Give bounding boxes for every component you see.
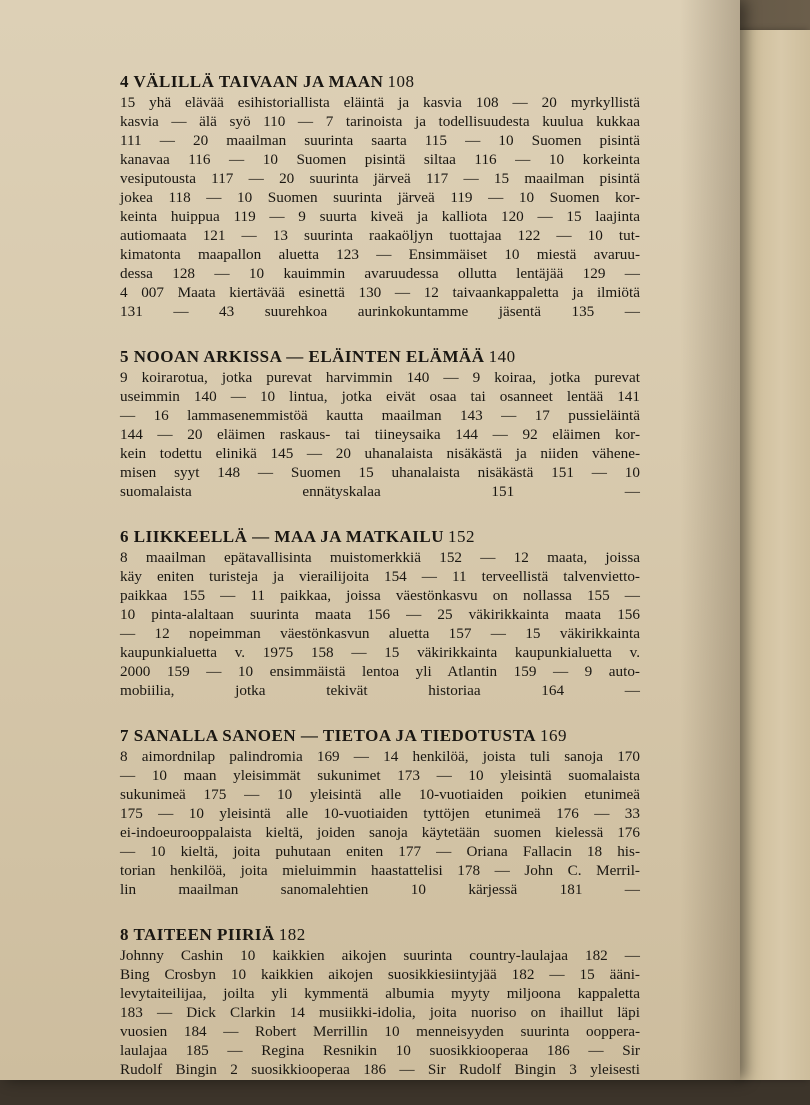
contents-line: 4 007 Maata kiertävää esinettä 130 — 12 taivaankappaletta ja ilmiötä bbox=[120, 284, 640, 301]
contents-line: keinta huippua 119 — 9 suurta kiveä ja kalliota 120 — 15 laajinta bbox=[120, 208, 640, 225]
chapter-number: 7 bbox=[120, 726, 129, 745]
contents-line: — 10 maan yleisimmät sukunimet 173 — 10 yleisintä suomalaista bbox=[120, 767, 640, 784]
chapter-section bbox=[120, 527, 640, 700]
chapter-title: VÄLILLÄ TAIVAAN JA MAAN bbox=[133, 72, 384, 91]
contents-line: laulajaa 185 — Regina Resnikin 10 suosikkiooperaa 186 — Sir bbox=[120, 1042, 640, 1059]
contents-line: kanavaa 116 — 10 Suomen pisintä siltaa 116 — 10 korkeinta bbox=[120, 151, 640, 168]
contents-line: 8 aimordnilap palindromia 169 — 14 henkilöä, joista tuli sanoja 170 bbox=[120, 748, 640, 765]
chapter-heading bbox=[120, 72, 640, 92]
contents-line: kein todettu elinikä 145 — 20 uhanalaista nisäkästä ja niiden vähene- bbox=[120, 445, 640, 462]
contents-line: ei-indoeurooppalaista kieltä, joiden sanoja käytetään suomen kielessä 176 bbox=[120, 824, 640, 841]
contents-line: torian henkilöä, joita mieluimmin haastattelisi 178 — John C. Merril- bbox=[120, 862, 640, 879]
table-of-contents bbox=[120, 72, 640, 1105]
contents-line: 131 — 43 suurehkoa aurinkokuntamme jäsentä 135 — bbox=[120, 303, 640, 320]
contents-line: käy eniten turisteja ja vierailijoita 154 — 11 terveellistä talvenvietto- bbox=[120, 568, 640, 585]
contents-line: jokea 118 — 10 Suomen suurinta järveä 119 — 10 Suomen kor- bbox=[120, 189, 640, 206]
contents-line: sukunimeä 175 — 10 yleisintä alle 10-vuotiaiden poikien etunimeä bbox=[120, 786, 640, 803]
chapter-title: LIIKKEELLÄ — MAA JA MATKAILU bbox=[133, 527, 445, 546]
contents-line: 183 — Dick Clarkin 14 musiikki-idolia, joita nuoriso on ihaillut läpi bbox=[120, 1004, 640, 1021]
contents-line: Johnny Cashin 10 kaikkien aikojen suurinta country-laulajaa 182 — bbox=[120, 947, 640, 964]
contents-line: kaupunkialuetta v. 1975 158 — 15 väkirikkainta kaupunkialuetta v. bbox=[120, 644, 640, 661]
chapter-number: 8 bbox=[120, 925, 129, 944]
contents-line: 2000 159 — 10 ensimmäistä lentoa yli Atlantin 159 — 9 auto- bbox=[120, 663, 640, 680]
contents-line: — 10 kieltä, joita puhutaan eniten 177 — Oriana Fallacin 18 his- bbox=[120, 843, 640, 860]
contents-line: Rudolf Bingin 2 suosikkiooperaa 186 — Sir Rudolf Bingin 3 yleisesti bbox=[120, 1061, 640, 1078]
contents-line: autiomaata 121 — 13 suurinta raakaöljyn tuottajaa 122 — 10 tut- bbox=[120, 227, 640, 244]
contents-line: — 12 nopeimman väestönkasvun aluetta 157 — 15 väkirikkainta bbox=[120, 625, 640, 642]
contents-line: paikkaa 155 — 11 paikkaa, joissa väestönkasvu on nollassa 155 — bbox=[120, 587, 640, 604]
contents-line: 15 yhä elävää esihistoriallista eläintä ja kasvia 108 — 20 myrkyllistä bbox=[120, 94, 640, 111]
contents-line: vuosien 184 — Robert Merrillin 10 menneisyyden suurinta ooppera- bbox=[120, 1023, 640, 1040]
contents-line: 175 — 10 yleisintä alle 10-vuotiaiden tyttöjen etunimeä 176 — 33 bbox=[120, 805, 640, 822]
chapter-title: SANALLA SANOEN — TIETOA JA TIEDOTUSTA bbox=[133, 726, 536, 745]
contents-line: lin maailman sanomalehtien 10 kärjessä 181 — bbox=[120, 881, 640, 898]
chapter-section bbox=[120, 347, 640, 501]
contents-line: suomalaista ennätyskalaa 151 — bbox=[120, 483, 640, 500]
chapter-section bbox=[120, 925, 640, 1079]
chapter-heading bbox=[120, 726, 640, 746]
chapter-page-number: 108 bbox=[387, 72, 415, 91]
contents-line: 8 maailman epätavallisinta muistomerkkiä 152 — 12 maata, joissa bbox=[120, 549, 640, 566]
contents-line: dessa 128 — 10 kauimmin avaruudessa ollutta lentäjää 129 — bbox=[120, 265, 640, 282]
chapter-heading bbox=[120, 527, 640, 547]
contents-line: useimmin 140 — 10 lintua, jotka eivät osaa tai osanneet lentää 141 bbox=[120, 388, 640, 405]
contents-line: — 16 lammasenemmistöä kautta maailman 143 — 17 pussieläintä bbox=[120, 407, 640, 424]
chapter-section bbox=[120, 72, 640, 321]
contents-line: vesiputousta 117 — 20 suurinta järveä 117 — 15 maailman pisintä bbox=[120, 170, 640, 187]
chapter-title: TAITEEN PIIRIÄ bbox=[133, 925, 275, 944]
chapter-number: 5 bbox=[120, 347, 129, 366]
contents-line: misen syyt 148 — Suomen 15 uhanalaista nisäkästä 151 — 10 bbox=[120, 464, 640, 481]
contents-line: 9 koirarotua, jotka purevat harvimmin 140 — 9 koiraa, jotka purevat bbox=[120, 369, 640, 386]
chapter-section bbox=[120, 726, 640, 899]
chapter-page-number: 140 bbox=[488, 347, 516, 366]
chapter-page-number: 152 bbox=[448, 527, 476, 546]
chapter-page-number: 169 bbox=[539, 726, 567, 745]
chapter-heading bbox=[120, 347, 640, 367]
chapter-number: 4 bbox=[120, 72, 129, 91]
chapter-number: 6 bbox=[120, 527, 129, 546]
contents-line: 144 — 20 eläimen raskaus- tai tiineysaika 144 — 92 eläimen kor- bbox=[120, 426, 640, 443]
chapter-title: NOOAN ARKISSA — ELÄINTEN ELÄMÄÄ bbox=[133, 347, 485, 366]
chapter-page-number: 182 bbox=[278, 925, 306, 944]
contents-line: mobiilia, jotka tekivät historiaa 164 — bbox=[120, 682, 640, 699]
contents-line: kasvia — älä syö 110 — 7 tarinoista ja todellisuudesta kuulua kukkaa bbox=[120, 113, 640, 130]
contents-line: Bing Crosbyn 10 kaikkien aikojen suosikkiesiintyjää 182 — 15 ääni- bbox=[120, 966, 640, 983]
chapter-heading bbox=[120, 925, 640, 945]
contents-line: levytaiteilijaa, joilta yli kymmentä albumia myyty miljoona kappaletta bbox=[120, 985, 640, 1002]
contents-line: kimatonta maapallon aluetta 123 — Ensimmäiset 10 miestä avaruu- bbox=[120, 246, 640, 263]
contents-line: 111 — 20 maailman suurinta saarta 115 — 10 Suomen pisintä bbox=[120, 132, 640, 149]
next-page-edge bbox=[738, 30, 810, 1080]
contents-line: 10 pinta-alaltaan suurinta maata 156 — 25 väkirikkainta maata 156 bbox=[120, 606, 640, 623]
